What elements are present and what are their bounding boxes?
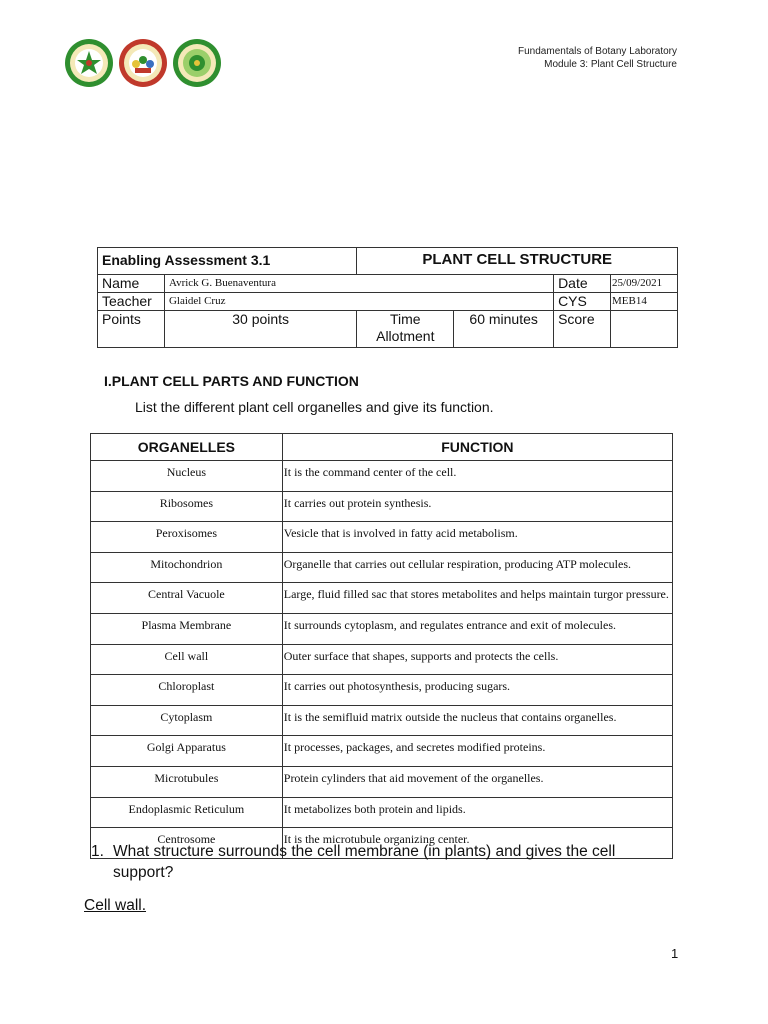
- points-label: Points: [98, 311, 165, 348]
- organelle-name: Microtubules: [91, 766, 283, 797]
- assessment-info-table: [97, 247, 678, 348]
- seal-logo-3: [172, 38, 222, 88]
- organelle-function: Organelle that carries out cellular respiration, producing ATP molecules.: [282, 552, 672, 583]
- document-header: [518, 45, 677, 71]
- table-row: [91, 736, 673, 767]
- organelle-name: Mitochondrion: [91, 552, 283, 583]
- institution-logos: [64, 38, 222, 88]
- table-row: [91, 644, 673, 675]
- organelle-name: Centrosome: [91, 828, 283, 859]
- date-label: Date: [554, 275, 611, 293]
- table-row: [91, 675, 673, 706]
- organelle-function: It processes, packages, and secretes modified proteins.: [282, 736, 672, 767]
- organelle-function: It carries out protein synthesis.: [282, 491, 672, 522]
- answer-text: Cell wall.: [84, 897, 147, 914]
- section-instruction: List the different plant cell organelles and give its function.: [135, 399, 494, 415]
- table-row: [91, 552, 673, 583]
- seal-logo-1: [64, 38, 114, 88]
- time-value: 60 minutes: [454, 311, 554, 348]
- organelle-name: Peroxisomes: [91, 522, 283, 553]
- table-row: [91, 522, 673, 553]
- assessment-title: Enabling Assessment 3.1: [98, 248, 357, 275]
- table-row: [91, 491, 673, 522]
- name-value: Avrick G. Buenaventura: [164, 275, 553, 293]
- organelle-function: Large, fluid filled sac that stores metabolites and helps maintain turgor pressure.: [282, 583, 672, 614]
- organelle-function: It is the semifluid matrix outside the nucleus that contains organelles.: [282, 705, 672, 736]
- cys-value: MEB14: [611, 293, 678, 311]
- organelle-name: Cell wall: [91, 644, 283, 675]
- organelle-name: Plasma Membrane: [91, 613, 283, 644]
- course-title: Fundamentals of Botany Laboratory: [518, 46, 677, 57]
- organelles-header: ORGANELLES: [91, 434, 283, 461]
- organelle-name: Endoplasmic Reticulum: [91, 797, 283, 828]
- module-title: Module 3: Plant Cell Structure: [544, 59, 677, 70]
- question-number: 1.: [91, 843, 104, 860]
- seal-logo-2: [118, 38, 168, 88]
- table-row: [91, 583, 673, 614]
- section-title: I.PLANT CELL PARTS AND FUNCTION: [104, 373, 359, 389]
- organelle-function: It carries out photosynthesis, producing sugars.: [282, 675, 672, 706]
- organelle-function: It metabolizes both protein and lipids.: [282, 797, 672, 828]
- function-header: FUNCTION: [282, 434, 672, 461]
- organelle-function: Outer surface that shapes, supports and protects the cells.: [282, 644, 672, 675]
- score-value: [611, 311, 678, 348]
- assessment-topic: PLANT CELL STRUCTURE: [357, 248, 678, 275]
- page-number: 1: [671, 946, 679, 961]
- time-label: Time Allotment: [357, 311, 454, 348]
- organelle-function: Vesicle that is involved in fatty acid metabolism.: [282, 522, 672, 553]
- organelle-name: Central Vacuole: [91, 583, 283, 614]
- question-text: What structure surrounds the cell membrane (in plants) and gives the cell support?: [113, 843, 616, 881]
- teacher-label: Teacher: [98, 293, 165, 311]
- table-row: [91, 797, 673, 828]
- date-value: 25/09/2021: [611, 275, 678, 293]
- organelles-table: [90, 433, 673, 859]
- organelle-name: Chloroplast: [91, 675, 283, 706]
- score-label: Score: [554, 311, 611, 348]
- cys-label: CYS: [554, 293, 611, 311]
- teacher-value: Glaidel Cruz: [164, 293, 553, 311]
- question-1: [91, 841, 651, 883]
- table-row: [91, 705, 673, 736]
- organelle-name: Nucleus: [91, 461, 283, 492]
- table-row: [91, 613, 673, 644]
- organelle-name: Ribosomes: [91, 491, 283, 522]
- organelle-function: It is the microtubule organizing center.: [282, 828, 672, 859]
- organelle-function: Protein cylinders that aid movement of the organelles.: [282, 766, 672, 797]
- organelle-name: Golgi Apparatus: [91, 736, 283, 767]
- organelle-function: It is the command center of the cell.: [282, 461, 672, 492]
- table-row: [91, 461, 673, 492]
- organelle-name: Cytoplasm: [91, 705, 283, 736]
- points-value: 30 points: [164, 311, 356, 348]
- name-label: Name: [98, 275, 165, 293]
- organelle-function: It surrounds cytoplasm, and regulates entrance and exit of molecules.: [282, 613, 672, 644]
- table-row: [91, 766, 673, 797]
